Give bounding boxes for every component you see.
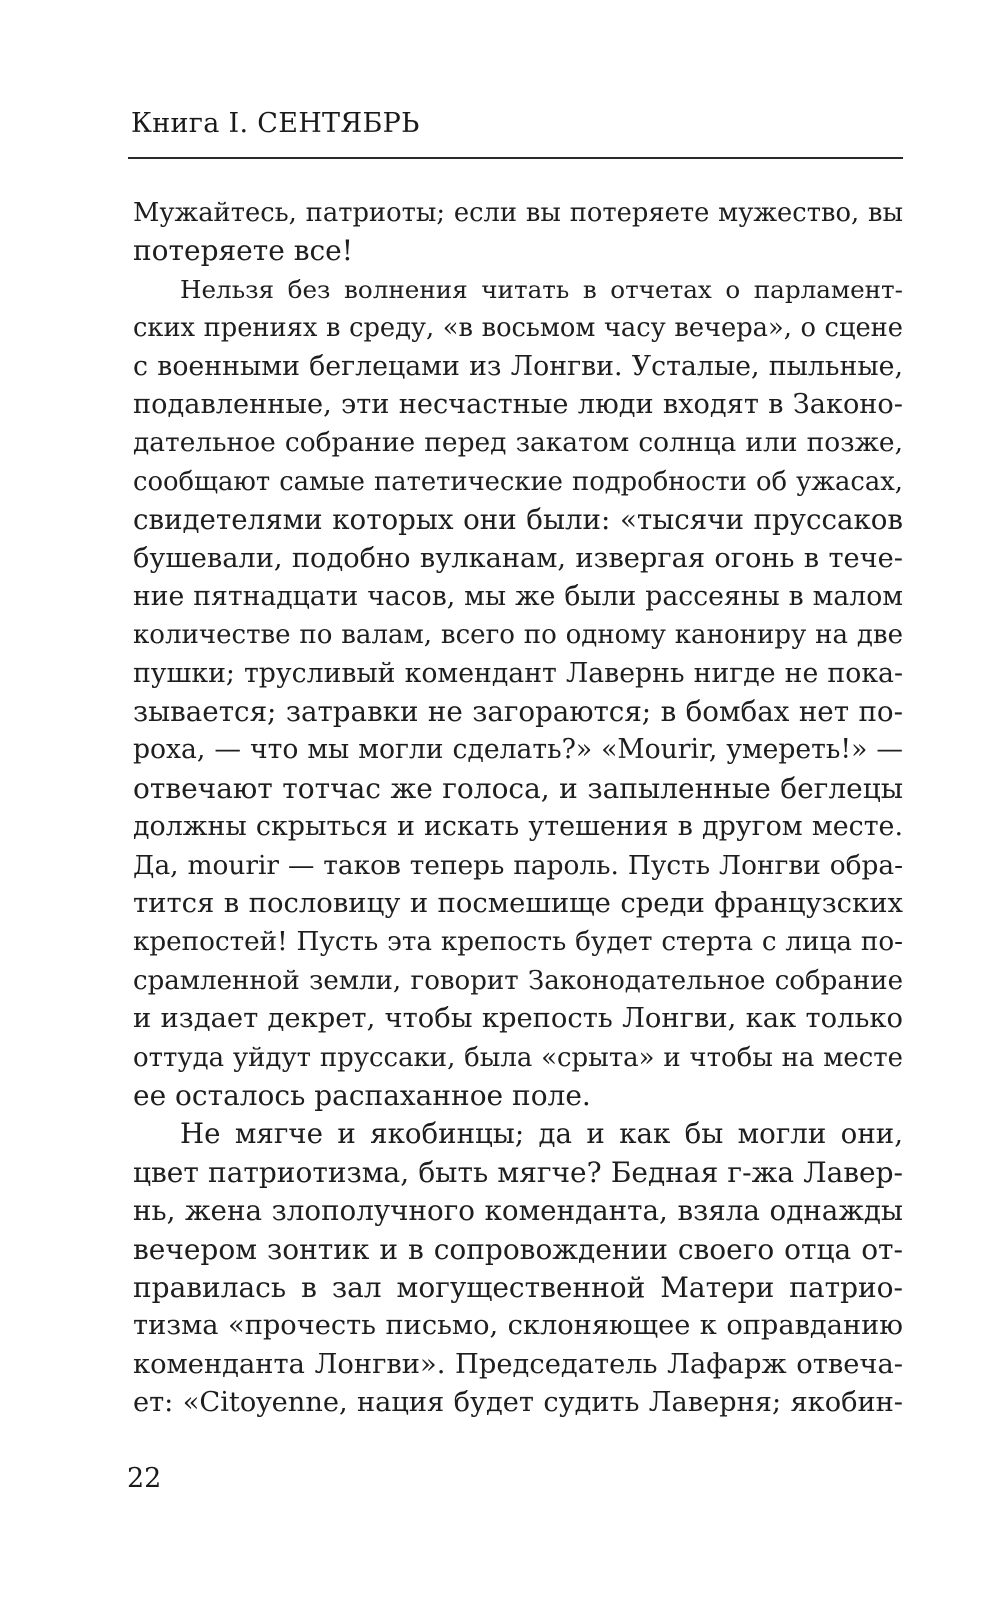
text-line: Мужайтесь, патриоты; если вы потеряете мужество, вы xyxy=(133,198,903,228)
text-line: сообщают самые патетические подробности об ужасах, xyxy=(133,466,903,497)
text-line: количестве по валам, всего по одному канониру на две xyxy=(133,620,903,651)
text-line: нь, жена злополучного коменданта, взяла однажды xyxy=(133,1194,903,1228)
text-line: зывается; затравки не загораются; в бомбах нет по- xyxy=(133,695,903,729)
text-line: цвет патриотизма, быть мягче? Бедная г-жа Лавер- xyxy=(133,1155,903,1189)
text-line: ских прениях в среду, «в восьмом часу вечера», о сцене xyxy=(133,313,903,344)
text-line: тизма «прочесть письмо, склоняющее к оправданию xyxy=(133,1310,903,1342)
text-line: роха, — что мы могли сделать?» «Mourir, умереть!» — xyxy=(133,734,903,766)
text-line: Нельзя без волнения читать в отчетах о парламент- xyxy=(180,274,903,304)
text-line: и издает декрет, чтобы крепость Лонгви, как только xyxy=(133,1003,903,1035)
text-line: свидетелями которых они были: «тысячи пруссаков xyxy=(133,503,903,537)
text-line: крепостей! Пусть эта крепость будет стерта с лица по- xyxy=(133,927,903,958)
text-line: дательное собрание перед закатом солнца или позже, xyxy=(133,427,903,459)
page-number: 22 xyxy=(127,1463,162,1494)
text-line: тится в пословицу и посмешище среди французских xyxy=(133,888,903,920)
running-head: Книга I. СЕНТЯБРЬ xyxy=(131,108,420,139)
text-line: ние пятнадцати часов, мы же были рассеяны в малом xyxy=(133,580,903,612)
text-line: коменданта Лонгви». Председатель Лафарж отвеча- xyxy=(133,1348,903,1380)
text-line: бушевали, подобно вулканам, извергая огонь в тече- xyxy=(133,542,903,574)
text-line: Да, mourir — таков теперь пароль. Пусть Лонгви обра- xyxy=(133,850,903,881)
text-line: пушки; трусливый комендант Лавернь нигде не пока- xyxy=(133,657,903,689)
text-line: ее осталось распаханное поле. xyxy=(133,1078,591,1112)
text-line: оттуда уйдут пруссаки, была «срыта» и чтобы на месте xyxy=(133,1042,903,1073)
header-rule xyxy=(128,157,903,159)
text-line: отвечают тотчас же голоса, и запыленные беглецы xyxy=(133,771,903,805)
body-text xyxy=(133,194,903,1423)
text-line: подавленные, эти несчастные люди входят в Законо- xyxy=(133,388,903,420)
text-line: Не мягче и якобинцы; да и как бы могли они, xyxy=(180,1117,903,1151)
text-line: ет: «Citoyenne, нация будет судить Лаверня; якобин- xyxy=(133,1387,903,1419)
text-line: срамленной земли, говорит Законодательное собрание xyxy=(133,965,903,996)
text-line: потеряете все! xyxy=(133,234,353,268)
text-line: правилась в зал могущественной Матери патрио- xyxy=(133,1270,903,1304)
text-line: должны скрыться и искать утешения в другом месте. xyxy=(133,811,903,843)
text-line: вечером зонтик и в сопровождении своего отца от- xyxy=(133,1232,903,1266)
text-line: с военными беглецами из Лонгви. Усталые, пыльные, xyxy=(133,350,903,382)
